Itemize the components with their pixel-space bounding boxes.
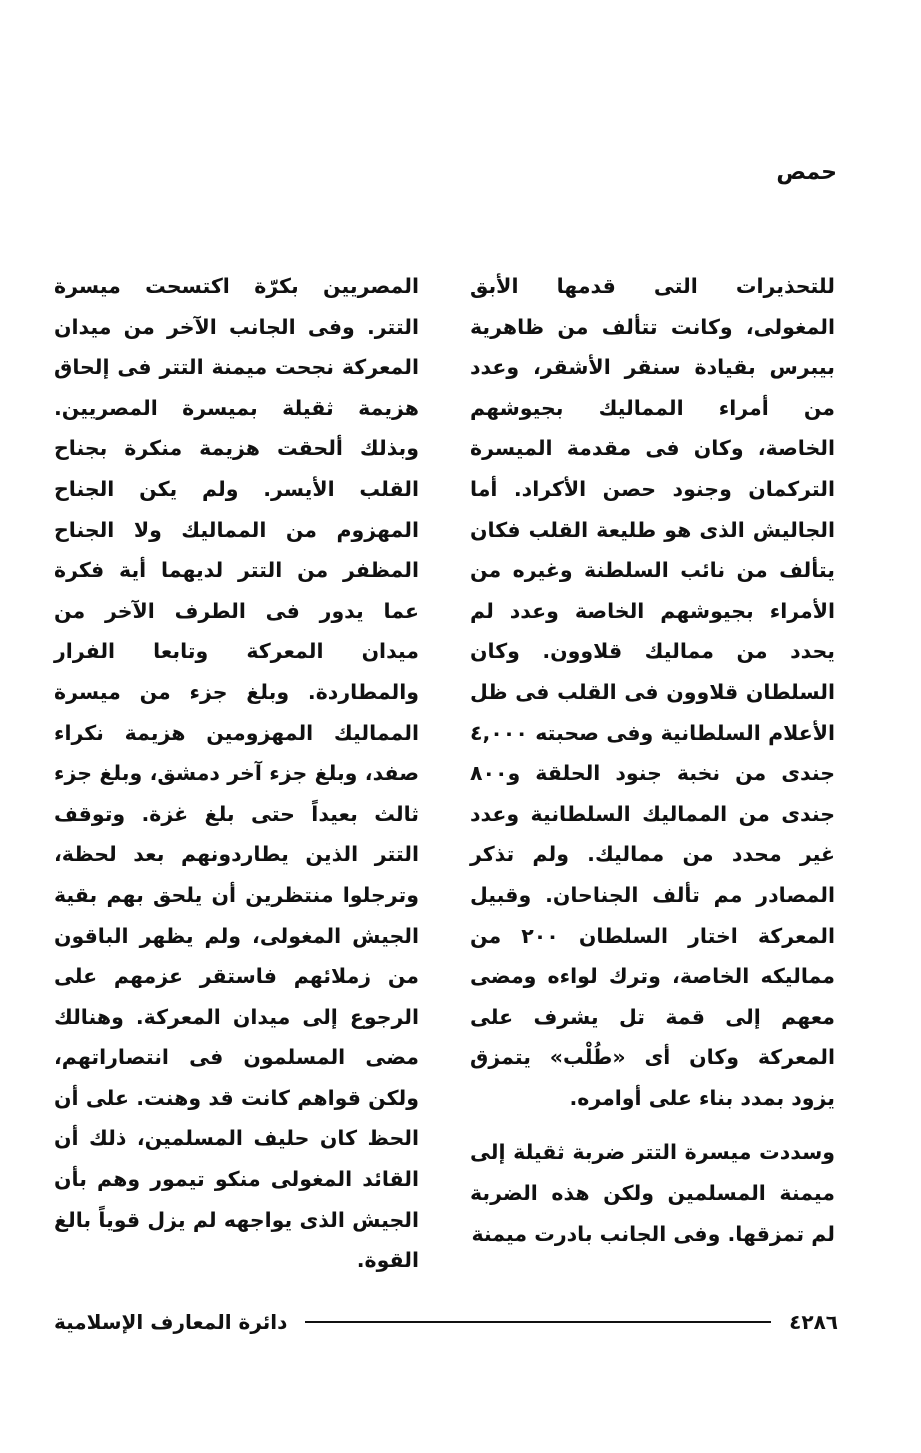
text-column-right <box>470 266 835 1254</box>
paragraph: وسددت ميسرة التتر ضربة ثقيلة إلى ميمنة المسلمين ولكن هذه الضربة لم تمزقها. وفى الجانب بادرت ميمنة <box>470 1140 835 1246</box>
publication-title: دائرة المعارف الإسلامية <box>54 1310 288 1334</box>
page-number: ٤٢٨٦ <box>789 1310 838 1334</box>
paragraph: المصريين بكرّة اكتسحت ميسرة التتر. وفى الجانب الآخر من ميدان المعركة نجحت ميمنة التتر فى إلحاق هزيمة ثقيلة بميسرة المصريين. وبذلك ألحقت هزيمة منكرة بجناح القلب الأيسر. ولم يكن الجناح المهزوم من المماليك ولا الجناح المظفر من التتر لديهما أية فكرة عما يدور فى الطرف الآخر من ميدان المعركة وتابعا الفرار والمطاردة. وبلغ جزء من ميسرة المماليك المهزومين هزيمة نكراء صفد، وبلغ جزء آخر دمشق، وبلغ جزء ثالث بعيداً حتى بلغ غزة. وتوقف التتر الذين يطاردونهم بعد لحظة، وترجلوا منتظرين أن يلحق بهم بقية الجيش المغولى، ولم يظهر الباقون من زملائهم فاستقر عزمهم على الرجوع إلى ميدان المعركة. وهنالك مضى المسلمون فى انتصاراتهم، ولكن قواهم كانت قد وهنت. على أن الحظ كان حليف المسلمين، ذلك أن القائد المغولى منكو تيمور وهم بأن الجيش الذى يواجهه لم يزل قوياً بالغ القوة. <box>54 274 419 1273</box>
page-footer <box>54 1305 838 1339</box>
text-column-left <box>54 266 419 1281</box>
footer-rule <box>305 1321 771 1323</box>
paragraph: للتحذيرات التى قدمها الأبق المغولى، وكانت تتألف من ظاهرية بيبرس بقيادة سنقر الأشقر، وعدد من أمراء المماليك بجيوشهم الخاصة، وكان فى مقدمة الميسرة التركمان وجنود حصن الأكراد. أما الجاليش الذى هو طليعة القلب فكان يتألف من نائب السلطنة وغيره من الأمراء بجيوشهم الخاصة وعدد لم يحدد من مماليك قلاوون. وكان السلطان قلاوون فى القلب فى ظل الأعلام السلطانية وفى صحبته ٤,٠٠٠ جندى من نخبة جنود الحلقة و٨٠٠ جندى من المماليك السلطانية وعدد غير محدد من مماليك. ولم تذكر المصادر مم تألف الجناحان. وقبيل المعركة اختار السلطان ٢٠٠ من مماليكه الخاصة، وترك لواءه ومضى معهم إلى قمة تل يشرف على المعركة وكان أى «طُلْب» يتمزق يزود بمدد بناء على أوامره. <box>470 274 835 1110</box>
running-title: حمص <box>776 160 837 185</box>
